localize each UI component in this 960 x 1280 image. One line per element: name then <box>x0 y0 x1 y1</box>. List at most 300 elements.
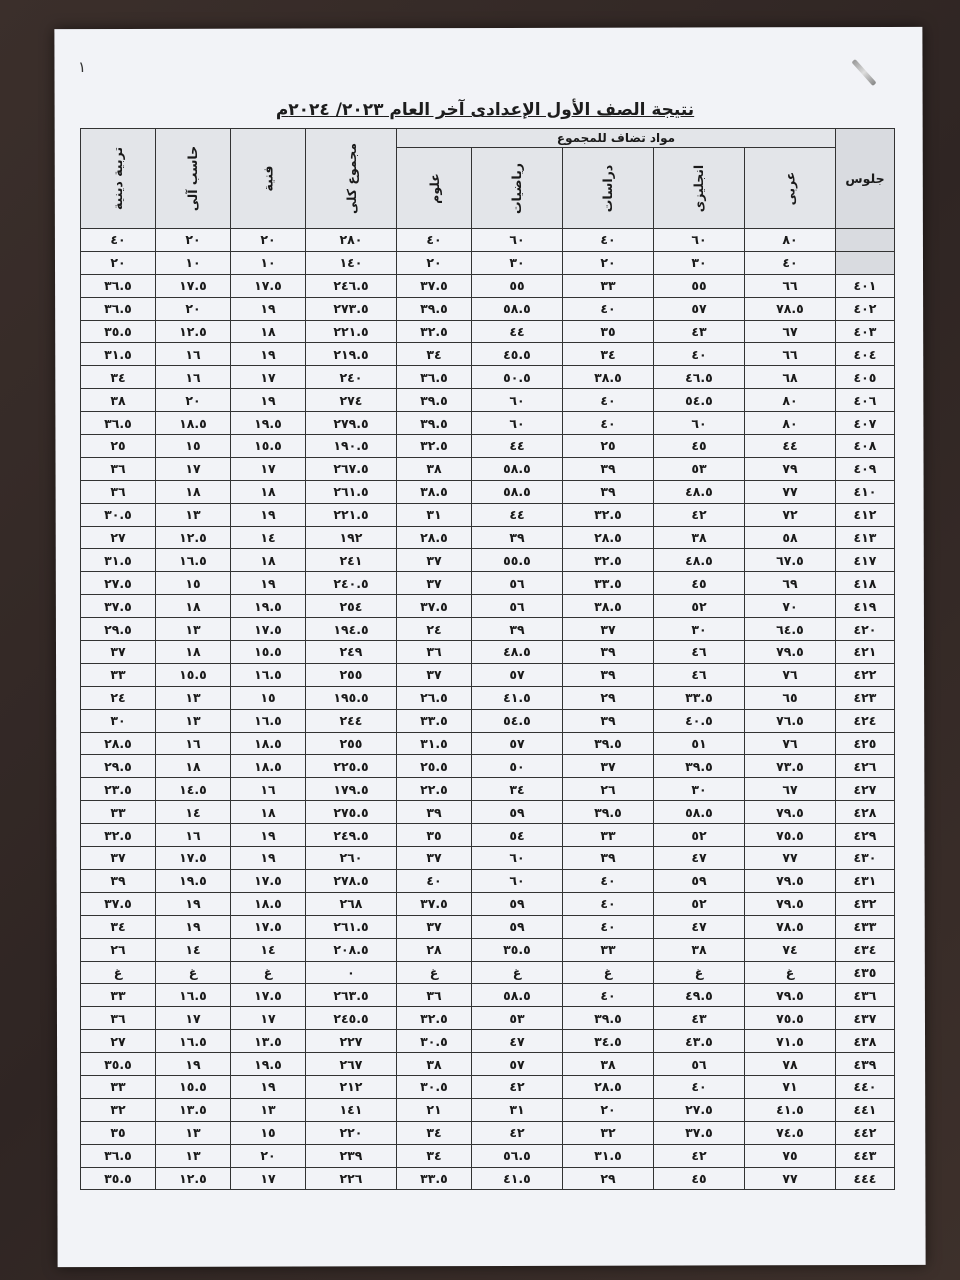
seat-number: ٤١٩ <box>836 595 895 618</box>
grade-arabic: ٧٩.٥ <box>745 801 836 824</box>
table-row <box>81 1167 895 1190</box>
table-row <box>81 435 895 458</box>
grade-math: ٥٤ <box>472 824 563 847</box>
grade-science: ٣٩.٥ <box>397 297 472 320</box>
header-english: انجليزى <box>654 148 745 229</box>
max-computer: ٢٠ <box>156 229 231 252</box>
grade-english: ٤٥ <box>654 435 745 458</box>
seat-number: ٤٠٩ <box>836 457 895 480</box>
seat-number: ٤١٧ <box>836 549 895 572</box>
grade-science: ٣٧ <box>397 549 472 572</box>
grade-social: ٣٩ <box>563 847 654 870</box>
grade-computer: ١٤ <box>156 801 231 824</box>
grade-art: ١٩ <box>231 1075 306 1098</box>
grade-social: ٤٠ <box>563 869 654 892</box>
grade-social: ٤٠ <box>563 412 654 435</box>
grade-math: ٣٤ <box>472 778 563 801</box>
max-total: ٢٨٠ <box>306 229 397 252</box>
grade-science: ٣٦ <box>397 641 472 664</box>
grade-religion: ٣٣ <box>81 801 156 824</box>
table-row <box>81 663 895 686</box>
table-row <box>81 1030 895 1053</box>
table-row <box>81 755 895 778</box>
grade-science: ٢٥.٥ <box>397 755 472 778</box>
grade-total: ٢٦١.٥ <box>306 915 397 938</box>
table-row <box>81 869 895 892</box>
grade-total: ٢٤٩.٥ <box>306 824 397 847</box>
min-art: ١٠ <box>231 251 306 274</box>
seat-number: ٤٣٢ <box>836 892 895 915</box>
table-row <box>81 709 895 732</box>
grade-english: ٥٨.٥ <box>654 801 745 824</box>
grade-total: ٢٤٦.٥ <box>306 274 397 297</box>
grade-science: ٢٤ <box>397 618 472 641</box>
grade-computer: ١٣ <box>156 709 231 732</box>
grade-religion: ٣٢.٥ <box>81 824 156 847</box>
table-row <box>81 526 895 549</box>
grade-social: ٣٩ <box>563 663 654 686</box>
grade-arabic: ٧٩ <box>745 457 836 480</box>
grade-science: ٤٠ <box>397 869 472 892</box>
grade-math: ٤٢ <box>472 1121 563 1144</box>
grade-english: ٣٨ <box>654 938 745 961</box>
results-body <box>81 229 895 1190</box>
grade-arabic: ٦٩ <box>745 572 836 595</box>
grade-total: ٢٦٧ <box>306 1053 397 1076</box>
grade-english: ٣٣.٥ <box>654 686 745 709</box>
grade-science: ٢٦.٥ <box>397 686 472 709</box>
grade-religion: غ <box>81 961 156 984</box>
grade-total: ١٩٤.٥ <box>306 618 397 641</box>
grade-religion: ٣٧ <box>81 847 156 870</box>
grade-science: ٢٢.٥ <box>397 778 472 801</box>
table-row <box>81 572 895 595</box>
grade-math: غ <box>472 961 563 984</box>
grade-religion: ٣٠.٥ <box>81 503 156 526</box>
grade-total: ٢٢١.٥ <box>306 320 397 343</box>
seat-number: ٤٠٧ <box>836 412 895 435</box>
grade-total: ١٩٥.٥ <box>306 686 397 709</box>
grade-art: ١٥.٥ <box>231 641 306 664</box>
table-row <box>81 480 895 503</box>
grade-english: ٤٨.٥ <box>654 480 745 503</box>
grade-total: ١٩٢ <box>306 526 397 549</box>
grade-english: ٥٣ <box>654 457 745 480</box>
grade-math: ٤٤ <box>472 435 563 458</box>
grade-english: ٤٦ <box>654 663 745 686</box>
grade-social: ٢٩ <box>563 1167 654 1190</box>
grade-religion: ٣٦.٥ <box>81 297 156 320</box>
grade-social: ٣٣.٥ <box>563 572 654 595</box>
grade-social: ٣٣ <box>563 938 654 961</box>
header-total: مجموع كلى <box>306 129 397 229</box>
grade-math: ٥٩ <box>472 801 563 824</box>
grade-english: ٤٧ <box>654 847 745 870</box>
table-row <box>81 732 895 755</box>
table-row <box>81 297 895 320</box>
seat-number: ٤٠٨ <box>836 435 895 458</box>
grade-computer: ١٣ <box>156 686 231 709</box>
table-row <box>81 274 895 297</box>
grade-social: ٢٦ <box>563 778 654 801</box>
grade-english: ٥٧ <box>654 297 745 320</box>
grade-math: ٥٩ <box>472 915 563 938</box>
grade-total: ٢٣٩ <box>306 1144 397 1167</box>
seat-number: ٤٤٣ <box>836 1144 895 1167</box>
grade-computer: ١٢.٥ <box>156 320 231 343</box>
grade-computer: ١٥.٥ <box>156 663 231 686</box>
grade-english: ٤٥ <box>654 1167 745 1190</box>
grade-social: ٣٩ <box>563 480 654 503</box>
seat-number: ٤٢٣ <box>836 686 895 709</box>
grade-math: ٥٧ <box>472 732 563 755</box>
grade-total: ٢٧٩.٥ <box>306 412 397 435</box>
grade-social: ٣٣ <box>563 824 654 847</box>
grade-arabic: ٧٦ <box>745 732 836 755</box>
grade-math: ٥٨.٥ <box>472 297 563 320</box>
grade-arabic: ٦٧.٥ <box>745 549 836 572</box>
grade-religion: ٢٣.٥ <box>81 778 156 801</box>
grade-computer: ١٣ <box>156 503 231 526</box>
grade-total: ٢٧٥.٥ <box>306 801 397 824</box>
grade-science: ٣٥ <box>397 824 472 847</box>
grade-art: ١٣.٥ <box>231 1030 306 1053</box>
max-math: ٦٠ <box>472 229 563 252</box>
grade-arabic: ٧٤.٥ <box>745 1121 836 1144</box>
grade-math: ٣٩ <box>472 526 563 549</box>
min-marks-row <box>81 251 895 274</box>
grade-english: ٤٢ <box>654 1144 745 1167</box>
grade-total: ١٧٩.٥ <box>306 778 397 801</box>
grade-english: ٥٢ <box>654 824 745 847</box>
grade-math: ٥٥ <box>472 274 563 297</box>
grade-social: ٣٤.٥ <box>563 1030 654 1053</box>
grade-math: ٥٨.٥ <box>472 984 563 1007</box>
grade-art: ١٧ <box>231 1167 306 1190</box>
grade-math: ٤٤ <box>472 320 563 343</box>
grade-total: ٢٥٤ <box>306 595 397 618</box>
grade-social: ٣٥ <box>563 320 654 343</box>
grade-art: ١٨.٥ <box>231 755 306 778</box>
table-row <box>81 938 895 961</box>
grade-science: ٣٢.٥ <box>397 435 472 458</box>
grade-social: ٤٠ <box>563 892 654 915</box>
grade-english: ٢٧.٥ <box>654 1098 745 1121</box>
min-total: ١٤٠ <box>306 251 397 274</box>
grade-art: ١٩ <box>231 297 306 320</box>
grade-computer: ١٦ <box>156 366 231 389</box>
grade-total: ٢٧٨.٥ <box>306 869 397 892</box>
grade-science: ٣٤ <box>397 1121 472 1144</box>
grade-science: ٢٨.٥ <box>397 526 472 549</box>
grade-art: ١٧.٥ <box>231 618 306 641</box>
grade-english: ٤٠ <box>654 1075 745 1098</box>
grade-religion: ٣٦.٥ <box>81 1144 156 1167</box>
grade-math: ٥٨.٥ <box>472 480 563 503</box>
grade-religion: ٢٩.٥ <box>81 755 156 778</box>
seat-number: ٤٣٧ <box>836 1007 895 1030</box>
grade-science: ٣٤ <box>397 343 472 366</box>
grade-english: ٤٦ <box>654 641 745 664</box>
header-social: دراسات <box>563 148 654 229</box>
page-number: ١ <box>78 58 87 76</box>
grade-computer: ١٤ <box>156 938 231 961</box>
table-row <box>81 343 895 366</box>
grade-religion: ٢٦ <box>81 938 156 961</box>
grade-social: ٣٢.٥ <box>563 503 654 526</box>
grade-art: ١٩.٥ <box>231 1053 306 1076</box>
grade-social: ٣٩.٥ <box>563 801 654 824</box>
grade-science: ٣١ <box>397 503 472 526</box>
grade-computer: ١٦.٥ <box>156 549 231 572</box>
grade-science: ٣٨.٥ <box>397 480 472 503</box>
grade-math: ٥٠ <box>472 755 563 778</box>
grade-arabic: ٧٣.٥ <box>745 755 836 778</box>
seat-number: ٤٣٤ <box>836 938 895 961</box>
grade-religion: ٣٥ <box>81 1121 156 1144</box>
seat-number: ٤٢٢ <box>836 663 895 686</box>
grade-english: ٤٣ <box>654 1007 745 1030</box>
seat-number: ٤٠٤ <box>836 343 895 366</box>
grade-math: ٤١.٥ <box>472 686 563 709</box>
grade-science: ٣٤ <box>397 1144 472 1167</box>
grade-math: ٤٨.٥ <box>472 641 563 664</box>
header-group-added: مواد تضاف للمجموع <box>397 129 836 148</box>
table-row <box>81 1053 895 1076</box>
grade-science: ٣٧.٥ <box>397 892 472 915</box>
grade-art: غ <box>231 961 306 984</box>
grade-religion: ٣٧.٥ <box>81 595 156 618</box>
grade-computer: ١٩ <box>156 1053 231 1076</box>
grade-computer: ١٥ <box>156 572 231 595</box>
min-science: ٢٠ <box>397 251 472 274</box>
grade-total: ٢٥٥ <box>306 663 397 686</box>
seat-number: ٤٢٤ <box>836 709 895 732</box>
min-arabic: ٤٠ <box>745 251 836 274</box>
table-row <box>81 320 895 343</box>
grade-art: ١٧.٥ <box>231 274 306 297</box>
min-english: ٣٠ <box>654 251 745 274</box>
table-row <box>81 1098 895 1121</box>
grade-social: ٣٧ <box>563 755 654 778</box>
grade-science: ٣٩.٥ <box>397 412 472 435</box>
header-science: علوم <box>397 148 472 229</box>
header-computer: حاسب آلى <box>156 129 231 229</box>
grade-english: ٣٠ <box>654 778 745 801</box>
table-row <box>81 1075 895 1098</box>
table-row <box>81 641 895 664</box>
grade-computer: ١٧ <box>156 1007 231 1030</box>
grade-religion: ٣٦.٥ <box>81 412 156 435</box>
grade-english: ٤٠ <box>654 343 745 366</box>
grade-computer: ١٦.٥ <box>156 984 231 1007</box>
min-math: ٣٠ <box>472 251 563 274</box>
grade-computer: ١٦ <box>156 824 231 847</box>
grade-social: ٢٠ <box>563 1098 654 1121</box>
grade-religion: ٣٦.٥ <box>81 274 156 297</box>
grade-total: ١٤١ <box>306 1098 397 1121</box>
grade-religion: ٣٠ <box>81 709 156 732</box>
table-row <box>81 595 895 618</box>
grade-science: ٣٧ <box>397 663 472 686</box>
grade-social: ٣٩.٥ <box>563 732 654 755</box>
grade-total: ٢٦١.٥ <box>306 480 397 503</box>
seat-number: ٤٣٦ <box>836 984 895 1007</box>
grade-english: ٥٥ <box>654 274 745 297</box>
grade-arabic: ٧٩.٥ <box>745 641 836 664</box>
seat-number: ٤٤٠ <box>836 1075 895 1098</box>
results-table <box>80 128 895 1190</box>
table-row <box>81 389 895 412</box>
grade-science: ٣٦.٥ <box>397 366 472 389</box>
grade-total: ٢٦٨ <box>306 892 397 915</box>
grade-arabic: ٥٨ <box>745 526 836 549</box>
grade-english: ٤٧ <box>654 915 745 938</box>
grade-art: ١٩ <box>231 847 306 870</box>
grade-arabic: ٧٩.٥ <box>745 984 836 1007</box>
grade-math: ٤١.٥ <box>472 1167 563 1190</box>
min-computer: ١٠ <box>156 251 231 274</box>
grade-arabic: ٦٦ <box>745 343 836 366</box>
grade-science: ٣٢.٥ <box>397 1007 472 1030</box>
seat-number: ٤٠٥ <box>836 366 895 389</box>
grade-total: ٢١٩.٥ <box>306 343 397 366</box>
grade-social: ٢٨.٥ <box>563 526 654 549</box>
grade-english: ٤٣ <box>654 320 745 343</box>
seat-number: ٤٠١ <box>836 274 895 297</box>
grade-total: ٢٢٦ <box>306 1167 397 1190</box>
grade-art: ١٧ <box>231 366 306 389</box>
grade-arabic: ٤١.٥ <box>745 1098 836 1121</box>
grade-religion: ٢٧ <box>81 526 156 549</box>
max-english: ٦٠ <box>654 229 745 252</box>
grade-social: ٣٩.٥ <box>563 1007 654 1030</box>
grade-social: ٢٥ <box>563 435 654 458</box>
grade-science: ٣٢.٥ <box>397 320 472 343</box>
grade-math: ٦٠ <box>472 389 563 412</box>
grade-math: ٥٩ <box>472 892 563 915</box>
grade-computer: ١٨ <box>156 480 231 503</box>
seat-number: ٤٣٩ <box>836 1053 895 1076</box>
grade-math: ٣٩ <box>472 618 563 641</box>
grade-total: ٢١٢ <box>306 1075 397 1098</box>
grade-arabic: ٧٢ <box>745 503 836 526</box>
grade-english: ٥٢ <box>654 892 745 915</box>
grade-science: ٣١.٥ <box>397 732 472 755</box>
header-seat: جلوس <box>836 129 895 229</box>
grade-arabic: ٧٦.٥ <box>745 709 836 732</box>
seat-cell-empty <box>836 251 895 274</box>
grade-computer: ١٤.٥ <box>156 778 231 801</box>
grade-social: ٣٩ <box>563 457 654 480</box>
table-row <box>81 1144 895 1167</box>
grade-arabic: ٧١.٥ <box>745 1030 836 1053</box>
grade-art: ١٨.٥ <box>231 892 306 915</box>
grade-total: ٢٢٥.٥ <box>306 755 397 778</box>
grade-religion: ٣٣ <box>81 984 156 1007</box>
grade-science: ٢٨ <box>397 938 472 961</box>
grade-total: ٢٤٤ <box>306 709 397 732</box>
table-row <box>81 686 895 709</box>
grade-art: ١٩ <box>231 572 306 595</box>
grade-social: ٣٨ <box>563 1053 654 1076</box>
grade-computer: ١٨.٥ <box>156 412 231 435</box>
grade-art: ١٥ <box>231 686 306 709</box>
grade-religion: ٢٤ <box>81 686 156 709</box>
grade-english: ٥٢ <box>654 595 745 618</box>
seat-number: ٤٣٨ <box>836 1030 895 1053</box>
grade-computer: ١٦ <box>156 343 231 366</box>
grade-arabic: ٧٦ <box>745 663 836 686</box>
grade-total: ٢٤٥.٥ <box>306 1007 397 1030</box>
grade-science: ٣٧.٥ <box>397 274 472 297</box>
seat-number: ٤٢٦ <box>836 755 895 778</box>
grade-math: ٥٦ <box>472 572 563 595</box>
seat-number: ٤٠٦ <box>836 389 895 412</box>
grade-religion: ٣٥.٥ <box>81 1053 156 1076</box>
grade-religion: ٣٤ <box>81 366 156 389</box>
grade-science: ٣٩.٥ <box>397 389 472 412</box>
seat-number: ٤٤٢ <box>836 1121 895 1144</box>
table-row <box>81 503 895 526</box>
grade-art: ١٧.٥ <box>231 984 306 1007</box>
grade-computer: ١٨ <box>156 641 231 664</box>
seat-number: ٤٢٠ <box>836 618 895 641</box>
grade-arabic: ٦٦ <box>745 274 836 297</box>
grade-total: ٢٤١ <box>306 549 397 572</box>
grade-english: ٤٠.٥ <box>654 709 745 732</box>
grade-religion: ٢٧.٥ <box>81 572 156 595</box>
grade-social: ٣٢ <box>563 1121 654 1144</box>
grade-science: ٣٦ <box>397 984 472 1007</box>
grade-science: ٣٨ <box>397 1053 472 1076</box>
table-row <box>81 1121 895 1144</box>
grade-arabic: ٦٥ <box>745 686 836 709</box>
grade-arabic: ٦٧ <box>745 320 836 343</box>
grade-social: ٣٤ <box>563 343 654 366</box>
seat-number: ٤٣٥ <box>836 961 895 984</box>
grade-math: ٥٣ <box>472 1007 563 1030</box>
max-marks-row <box>81 229 895 252</box>
grade-social: ٣١.٥ <box>563 1144 654 1167</box>
grade-science: ٣٣.٥ <box>397 1167 472 1190</box>
grade-english: ٤٢ <box>654 503 745 526</box>
grade-math: ٥٧ <box>472 1053 563 1076</box>
grade-total: ٢٥٥ <box>306 732 397 755</box>
grade-art: ١٥.٥ <box>231 435 306 458</box>
grade-arabic: غ <box>745 961 836 984</box>
grade-computer: ١٣ <box>156 618 231 641</box>
grade-math: ٤٥.٥ <box>472 343 563 366</box>
grade-computer: ١٢.٥ <box>156 1167 231 1190</box>
grade-arabic: ٨٠ <box>745 389 836 412</box>
grade-arabic: ٦٤.٥ <box>745 618 836 641</box>
table-row <box>81 549 895 572</box>
grade-computer: ١٨ <box>156 595 231 618</box>
grade-total: ٢٦٧.٥ <box>306 457 397 480</box>
grade-social: ٣٢.٥ <box>563 549 654 572</box>
grade-total: ٢٤٩ <box>306 641 397 664</box>
grade-english: غ <box>654 961 745 984</box>
grade-math: ٣١ <box>472 1098 563 1121</box>
grade-computer: ١٩.٥ <box>156 869 231 892</box>
grade-art: ١٩.٥ <box>231 412 306 435</box>
max-art: ٢٠ <box>231 229 306 252</box>
grade-social: ٣٩ <box>563 709 654 732</box>
grade-computer: ١٧ <box>156 457 231 480</box>
seat-number: ٤٢٨ <box>836 801 895 824</box>
grade-arabic: ٧٧ <box>745 480 836 503</box>
